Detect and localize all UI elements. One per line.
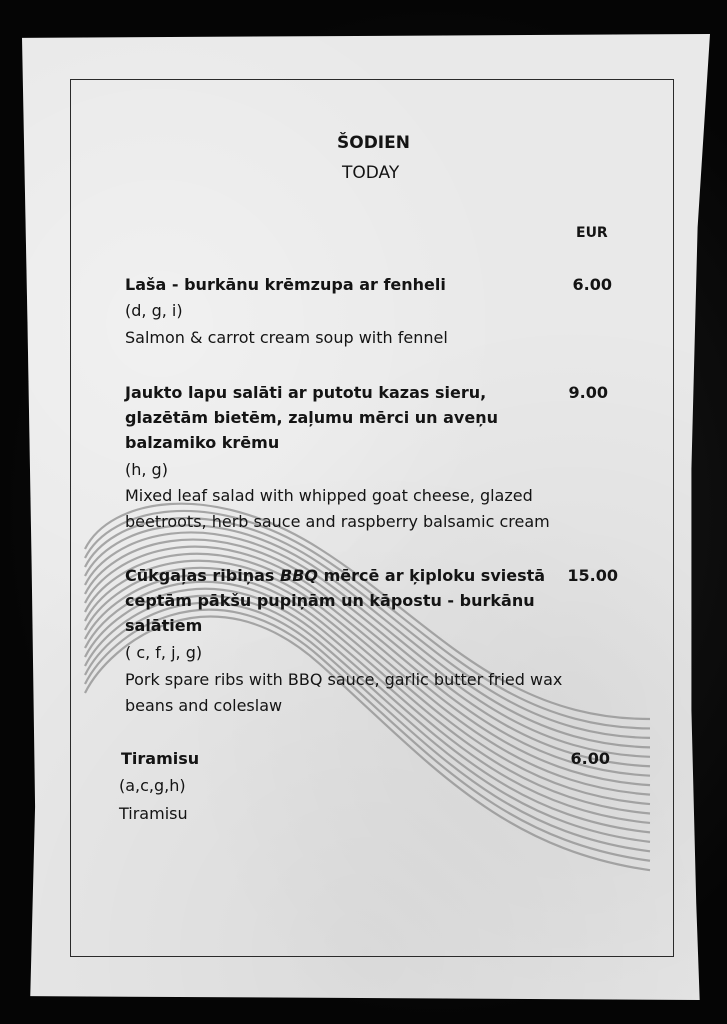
menu-item-3-name-en-line-2: beans and coleslaw xyxy=(125,696,283,715)
menu-item-3-price: 15.00 xyxy=(567,566,618,585)
menu-item-3-name-part-2: mērcē ar ķiploku sviestā xyxy=(318,566,546,585)
menu-item-2-name-lv-line-1: Jaukto lapu salāti ar putotu kazas sieru, xyxy=(125,383,487,402)
menu-item-1-price: 6.00 xyxy=(572,275,612,294)
menu-title: ŠODIEN xyxy=(337,133,410,153)
menu-item-3-name-lv-line-3: salātiem xyxy=(125,616,203,635)
menu-item-2-name-lv-line-2: glazētām bietēm, zaļumu mērci un aveņu xyxy=(125,408,498,427)
menu-item-2-price: 9.00 xyxy=(568,383,608,402)
menu-item-2-name-en-line-2: beetroots, herb sauce and raspberry balsamic cream xyxy=(125,512,550,531)
menu-item-3-name-lv-line-2: ceptām pākšu pupiņām un kāpostu - burkānu xyxy=(125,591,535,610)
menu-item-1-name-lv: Laša - burkānu krēmzupa ar fenheli xyxy=(125,275,446,294)
currency-label: EUR xyxy=(576,225,608,241)
menu-item-3-name-part-bbq: BBQ xyxy=(280,566,318,585)
menu-item-2-name-en-line-1: Mixed leaf salad with whipped goat cheese, glazed xyxy=(125,486,533,505)
menu-item-3-allergens: ( c, f, j, g) xyxy=(125,643,203,662)
menu-item-4-name-lv: Tiramisu xyxy=(121,749,200,768)
menu-item-4-allergens: (a,c,g,h) xyxy=(119,776,186,795)
menu-item-2-allergens: (h, g) xyxy=(125,460,168,479)
menu-item-3-name-lv-line-1 xyxy=(125,563,545,589)
menu-item-2-name-lv-line-3: balzamiko krēmu xyxy=(125,433,280,452)
menu-item-1-allergens: (d, g, i) xyxy=(125,301,183,320)
menu-item-3-name-en-line-1: Pork spare ribs with BBQ sauce, garlic butter fried wax xyxy=(125,670,563,689)
menu-item-3-name-part-1: Cūkgaļas ribiņas xyxy=(125,566,280,585)
menu-item-4-price: 6.00 xyxy=(570,749,610,768)
menu-item-4-name-en: Tiramisu xyxy=(119,804,188,823)
menu-item-1-name-en: Salmon & carrot cream soup with fennel xyxy=(125,328,448,347)
menu-subtitle: TODAY xyxy=(342,163,400,183)
